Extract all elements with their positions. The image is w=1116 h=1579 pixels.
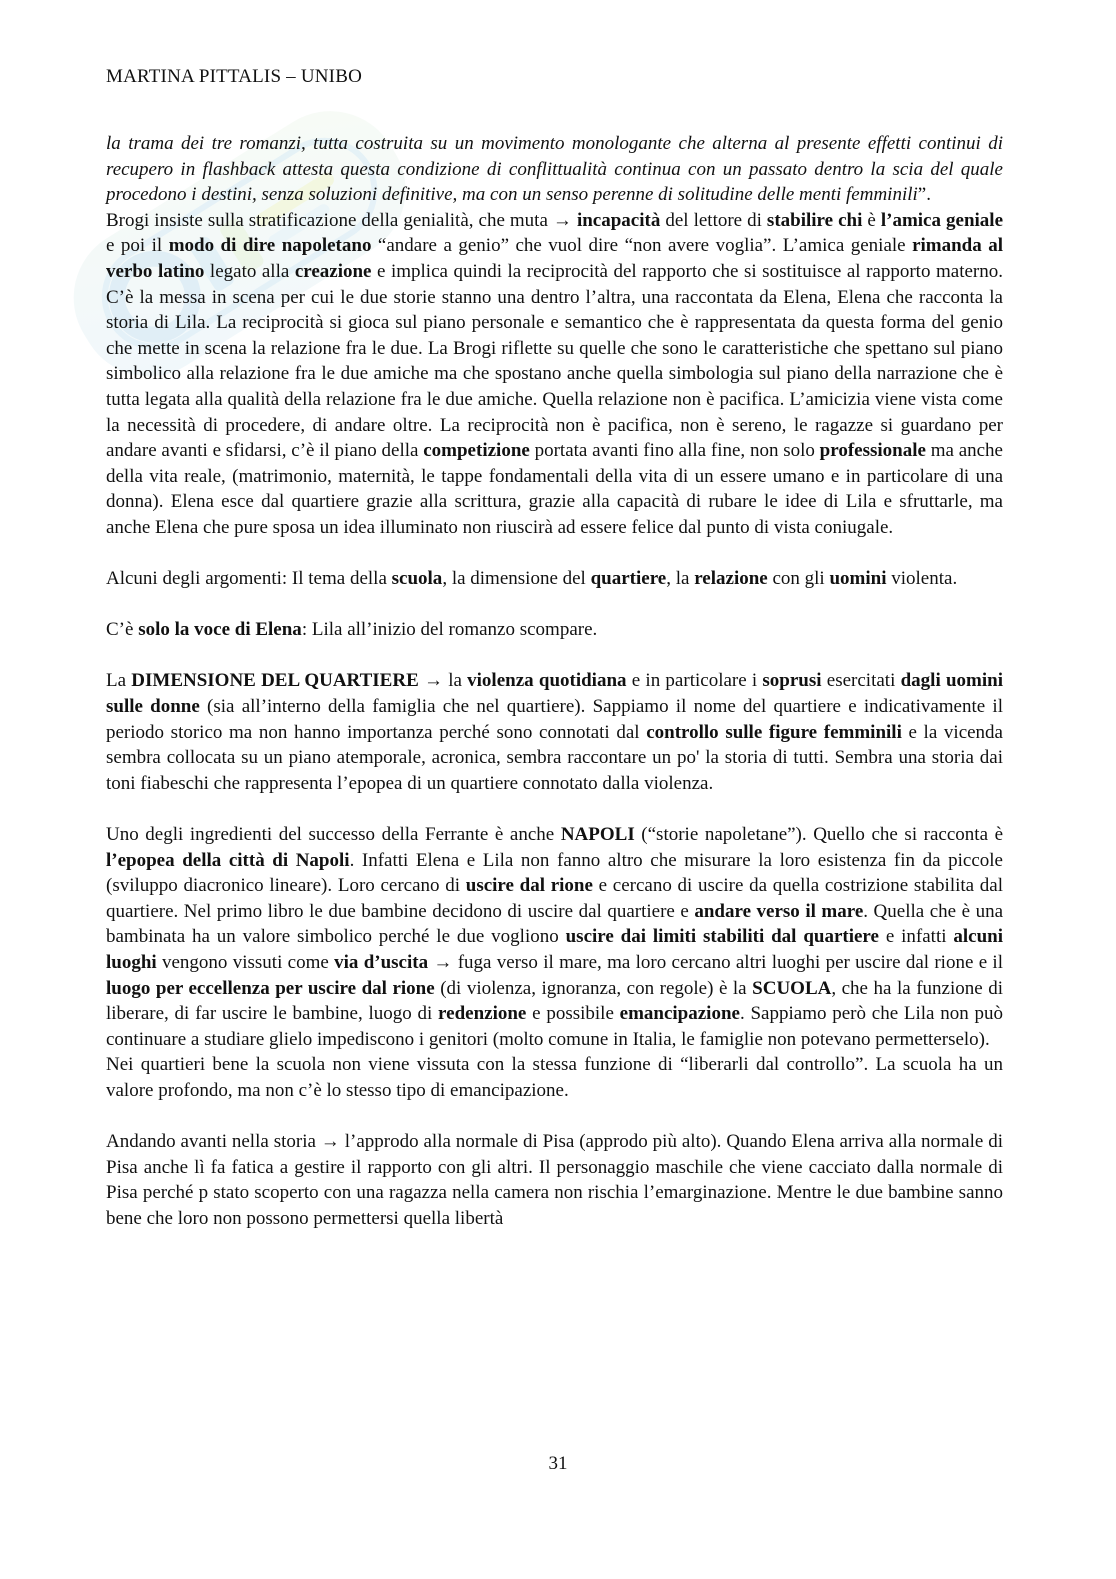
bold-text: incapacità — [576, 209, 661, 231]
bold-text: controllo sulle figure femminili — [646, 721, 902, 743]
bold-text: redenzione — [438, 1003, 527, 1025]
bold-text: professionale — [819, 440, 926, 462]
paragraph — [106, 1052, 1003, 1103]
text-run: ”. — [917, 184, 931, 206]
text-run: La — [106, 670, 132, 692]
text-run: , che ha la funzione di liberare, di far uscire le bambine, luogo di — [106, 977, 1003, 1025]
bold-text: alcuni luoghi — [106, 926, 1003, 973]
text-run: portata avanti fino alla fine, non solo — [529, 440, 820, 462]
page-header: MARTINA PITTALIS – UNIBO — [106, 66, 362, 87]
text-run: esercitati — [821, 670, 901, 692]
text-run: la trama dei tre romanzi, tutta costruita su un movimento monologante che alterna al presente effetti continui di recupero in flashback attesta questa condizione di conflittualità continua con un passato dentro la scia del quale procedono i destini, senza soluzioni definitive, ma con un senso perenne di solitudine delle menti femminili — [106, 133, 1003, 206]
text-run: Andando avanti nella storia → l’approdo alla normale di Pisa (approdo più alto). Quando Elena arriva alla normale di Pisa anche lì fa fatica a gestire il rapporto con gli altri. Il personaggio maschile che viene cacciato dalla normale di Pisa perché p stato scoperto con una ragazza nella camera non rischia l’emarginazione. Mentre le due bambine sanno bene che loro non possono permettersi quella libertà — [106, 1131, 1003, 1229]
bold-text: relazione — [694, 568, 768, 590]
text-run: . Infatti Elena e Lila non fanno altro che misurare la loro esistenza fin da piccole (sviluppo diacronico lineare). Loro cercano di — [106, 849, 1003, 897]
text-run: “andare a genio” che vuol dire “non avere voglia”. L’amica geniale — [371, 235, 913, 257]
text-run: (“storie napoletane”). Quello che si racconta è — [634, 824, 1004, 846]
text-run: . Quella che è una bambinata ha un valore simbolico perché le due vogliono — [106, 900, 1004, 948]
text-run: C’è — [106, 619, 139, 641]
text-run: e infatti — [878, 926, 954, 948]
bold-text: uscire dal rione — [465, 875, 593, 897]
text-run: è — [862, 209, 881, 231]
bold-text: soprusi — [762, 670, 822, 692]
bold-text: via d’uscita — [334, 952, 429, 973]
paragraph — [106, 822, 1003, 1052]
bold-text: SCUOLA — [752, 977, 832, 999]
bold-text: l’epopea della città di Napoli — [106, 849, 350, 871]
text-run: Alcuni degli argomenti: Il tema della — [106, 568, 392, 590]
bold-text: solo la voce di Elena — [138, 619, 302, 641]
text-run: e implica quindi la reciprocità del rapporto che si sostituisce al rapporto materno. C’è la messa in scena per cui le due storie stanno una dentro l’altra, una raccontata da Elena, Elena che racconta la storia di Lila. La reciprocità si gioca sul piano personale e semantico che è rappresentata da questa forma del genio che mette in scena la relazione fra le due. La Brogi riflette su quelle che sono le caratteristiche che spettano sul piano simbolico alla relazione fra le due amiche ma che spostano anche quella simbologia sul piano della narrazione che è tutta legata alla qualità della relazione fra le due amiche. Quella relazione non è pacifica. L’amicizia viene vista come la necessità di procedere, di andare oltre. La reciprocità non è pacifica, non è sereno, le ragazze si guardano per andare avanti e sfidarsi, c’è il piano della — [106, 260, 1003, 462]
bold-text: stabilire chi — [766, 209, 863, 231]
bold-text: andare verso il mare — [694, 900, 864, 922]
paragraph — [106, 208, 1003, 541]
text-run: e cercano di uscire da quella costrizione stabilita dal quartiere. Nel primo libro le due bambine decidono di uscire dal quartiere e — [106, 875, 1004, 922]
text-run: → fuga verso il mare, ma loro cercano altri luoghi per uscire dal rione e il — [428, 952, 1003, 973]
bold-text: competizione — [423, 440, 530, 462]
bold-text: violenza quotidiana — [467, 670, 627, 692]
paragraph — [106, 1129, 1003, 1231]
text-run: Uno degli ingredienti del successo della Ferrante è anche — [106, 824, 561, 846]
text-run: : Lila all’inizio del romanzo scompare. — [301, 619, 598, 641]
document-body — [106, 131, 1003, 1232]
text-run: del lettore di — [660, 209, 767, 231]
text-run: con gli — [767, 568, 830, 590]
paragraph — [106, 566, 1003, 592]
bold-text: luogo per eccellenza per uscire dal rione — [106, 977, 435, 999]
text-run: vengono vissuti come — [156, 952, 335, 973]
bold-text: NAPOLI — [560, 824, 635, 846]
bold-text: emancipazione — [619, 1003, 740, 1025]
text-run: → la — [418, 670, 468, 692]
text-run: e possibile — [526, 1003, 620, 1025]
bold-text: creazione — [294, 260, 372, 282]
bold-text: DIMENSIONE DEL QUARTIERE — [131, 670, 419, 692]
bold-text: modo di dire napoletano — [168, 235, 372, 257]
page-number: 31 — [548, 1453, 568, 1474]
text-run: , la — [666, 568, 695, 590]
text-run: e poi il — [106, 235, 169, 257]
text-run: ma anche della vita reale, (matrimonio, maternità, le tappe fondamentali della vita di un essere umano e in particolare di una donna). Elena esce dal quartiere grazie alla scrittura, grazie alla capacità di rubare le idee di Lila e sfruttarle, ma anche Elena che pure sposa un idea illuminato non riuscirà ad essere felice dal punto di vista coniugale. — [106, 440, 1003, 538]
bold-text: uomini — [829, 568, 887, 590]
paragraph — [106, 617, 1003, 643]
text-run: Brogi insiste sulla stratificazione della genialità, che muta → — [106, 209, 577, 231]
text-run: e la vicenda sembra collocata su un piano atemporale, acronica, sembra raccontare un po' la storia di tutti. Sembra una storia dai toni fiabeschi che rappresenta l’epopea di un quartiere connotato dalla violenza. — [106, 721, 1003, 794]
text-run: . Sappiamo però che Lila non può continuare a studiare glielo impediscono i genitori (molto comune in Italia, le famiglie non potevano permetterselo). — [106, 1003, 1004, 1050]
bold-text: quartiere — [590, 568, 667, 590]
bold-text: dagli uomini sulle donne — [106, 670, 1003, 718]
text-run: violenta. — [886, 568, 958, 590]
paragraph — [106, 668, 1003, 796]
text-run: legato alla — [204, 260, 295, 282]
text-run: (sia all’interno della famiglia che nel quartiere). Sappiamo il nome del quartiere e indicativamente il periodo storico ma non hanno importanza perché sono connotati dal — [106, 696, 1003, 743]
text-run: , la dimensione del — [442, 568, 591, 590]
text-run: (di violenza, ignoranza, con regole) è la — [434, 977, 753, 999]
paragraph — [106, 131, 1003, 208]
text-run: e in particolare i — [626, 670, 763, 692]
bold-text: l’amica geniale — [880, 209, 1003, 231]
bold-text: uscire dai limiti stabiliti dal quartiere — [565, 926, 879, 948]
bold-text: rimanda al verbo latino — [106, 235, 1003, 282]
text-run: Nei quartieri bene la scuola non viene vissuta con la stessa funzione di “liberarli dal controllo”. La scuola ha un valore profondo, ma non c’è lo stesso tipo di emancipazione. — [106, 1054, 1003, 1101]
bold-text: scuola — [391, 568, 443, 590]
